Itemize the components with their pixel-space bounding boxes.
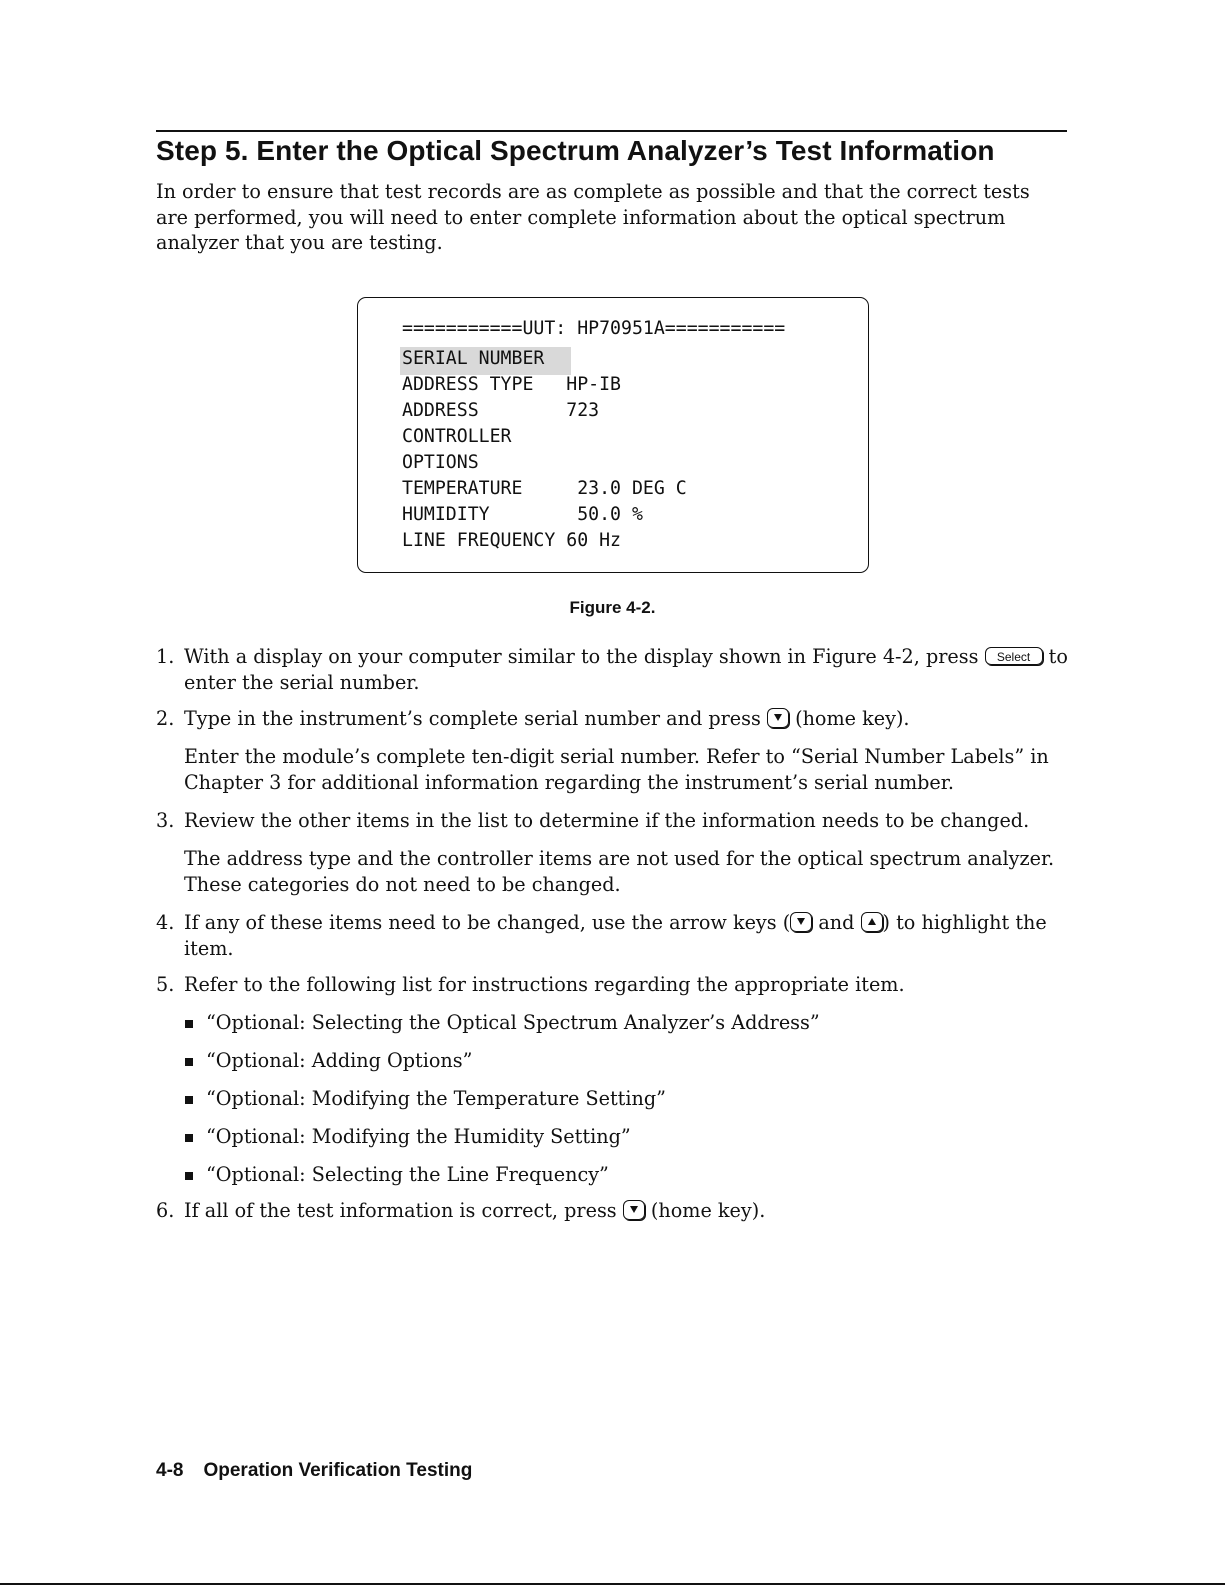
step-2-paragraph-1: Enter the module’s complete ten-digit serial number. Refer to “Serial Number Labels” in [184, 745, 1049, 768]
step-2-number: 2. [156, 707, 175, 730]
select-key-icon: Select [985, 647, 1043, 665]
screen-row-options[interactable]: OPTIONS [402, 452, 479, 473]
down-arrow-key-icon [767, 708, 789, 728]
page-number: 4-8 [156, 1460, 184, 1481]
step-2-text-a: Type in the instrument’s complete serial number and press [184, 707, 761, 730]
up-arrow-key-icon [861, 912, 883, 932]
bottom-rule [0, 1583, 1225, 1585]
intro-paragraph: In order to ensure that test records are as complete as possible and that the correct tests are performed, you will need to enter complete information about the optical spectrum analyzer that you are testing. [156, 180, 1030, 255]
list-item-options[interactable]: “Optional: Adding Options” [206, 1049, 473, 1072]
down-arrow-key-icon [623, 1200, 645, 1220]
step-6-text-a: If all of the test information is correct, press [184, 1199, 617, 1222]
bullet-icon [185, 1134, 193, 1142]
screen-row-temperature[interactable]: TEMPERATURE 23.0 DEG C [402, 478, 687, 499]
step-2-text [184, 706, 1064, 732]
step-3-paragraph-1: The address type and the controller items are not used for the optical spectrum analyzer. [184, 847, 1055, 870]
title-rule [156, 130, 1067, 132]
figure-caption: Figure 4-2. [569, 598, 656, 617]
step-1-text [184, 644, 1068, 670]
screen-row-humidity[interactable]: HUMIDITY 50.0 % [402, 504, 643, 525]
list-item-humidity[interactable]: “Optional: Modifying the Humidity Setting” [206, 1125, 631, 1148]
step-1-text-c: enter the serial number. [184, 671, 420, 694]
page-footer [156, 1460, 472, 1482]
step-6-number: 6. [156, 1199, 175, 1222]
step-4-text-d: item. [184, 937, 234, 960]
step-4-text-b: and [818, 911, 855, 934]
screen-row-address[interactable]: ADDRESS 723 [402, 400, 600, 421]
screen-row-serial-number[interactable]: SERIAL NUMBER [402, 348, 545, 369]
step-4-text [184, 910, 1064, 936]
step-3-number: 3. [156, 809, 175, 832]
step-4-text-a: If any of these items need to be changed, use the arrow keys ( [184, 911, 791, 934]
bullet-icon [185, 1058, 193, 1066]
step-1-text-a: With a display on your computer similar to the display shown in Figure 4-2, press [184, 645, 979, 668]
screen-row-controller[interactable]: CONTROLLER [402, 426, 512, 447]
step-4-number: 4. [156, 911, 175, 934]
step-1-text-b: to [1048, 645, 1068, 668]
list-item-line-frequency[interactable]: “Optional: Selecting the Line Frequency” [206, 1163, 609, 1186]
step-1-number: 1. [156, 645, 175, 668]
screen-row-address-type[interactable]: ADDRESS TYPE HP-IB [402, 374, 621, 395]
list-item-temperature[interactable]: “Optional: Modifying the Temperature Setting” [206, 1087, 666, 1110]
step-6-text-b: (home key). [650, 1199, 766, 1222]
list-item-address[interactable]: “Optional: Selecting the Optical Spectrum Analyzer’s Address” [206, 1011, 820, 1034]
chapter-title: Operation Verification Testing [203, 1460, 473, 1481]
bullet-icon [185, 1172, 193, 1180]
screen-header: ===========UUT: HP70951A=========== [402, 318, 786, 339]
step-4-text-c: ) to highlight the [882, 911, 1047, 934]
step-6-text [184, 1198, 1064, 1224]
section-title: Step 5. Enter the Optical Spectrum Analyzer’s Test Information [156, 135, 995, 166]
down-arrow-key-icon [790, 912, 812, 932]
bullet-icon [185, 1020, 193, 1028]
screen-row-line-frequency[interactable]: LINE FREQUENCY 60 Hz [402, 530, 621, 551]
step-2-text-b: (home key). [795, 707, 910, 730]
step-3-paragraph-2: These categories do not need to be changed. [184, 873, 621, 896]
step-5-text: Refer to the following list for instructions regarding the appropriate item. [184, 973, 905, 996]
step-3-text: Review the other items in the list to determine if the information needs to be changed. [184, 809, 1030, 832]
step-5-number: 5. [156, 973, 175, 996]
step-2-paragraph-2: Chapter 3 for additional information regarding the instrument’s serial number. [184, 771, 954, 794]
bullet-icon [185, 1096, 193, 1104]
